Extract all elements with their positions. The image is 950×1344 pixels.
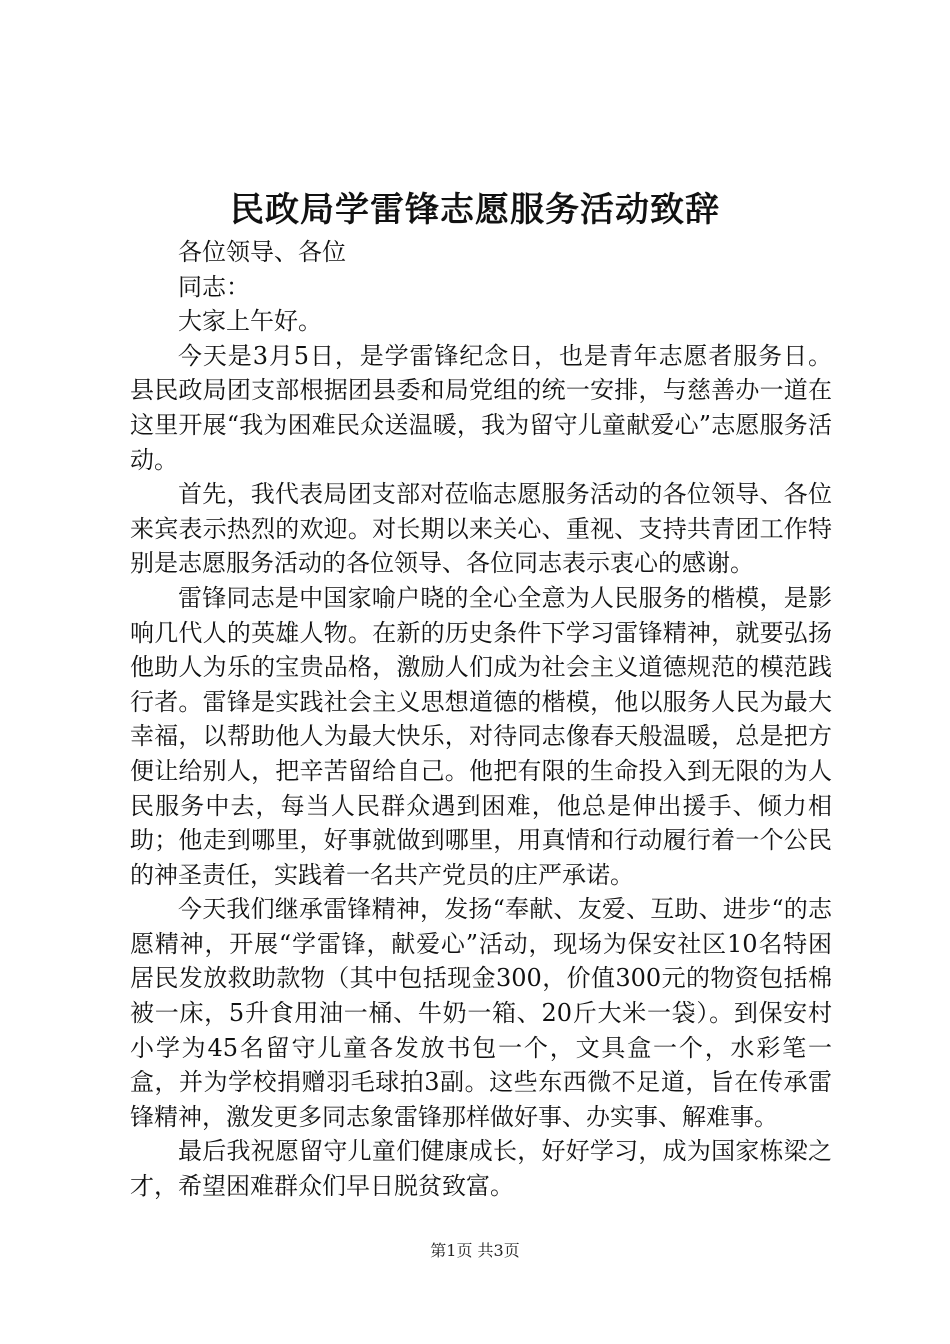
paragraph-greeting-3: 大家上午好。 xyxy=(178,307,322,336)
paragraph-lei-feng: 雷锋同志是中国家喻户晓的全心全意为人民服务的楷模，是影响几代人的英雄人物。在新的历史条件下学习雷锋精神，就要弘扬他助人为乐的宝贵品格，激励人们成为社会主义道德规范的模范践行者。雷锋是实践社会主义思想道德的楷模，他以服务人民为最大幸福，以帮助他人为最大快乐，对待同志像春天般温暖，总是把方便让给别人，把辛苦留给自己。他把有限的生命投入到无限的为人民服务中去，每当人民群众遇到困难，他总是伸出援手、倾力相助；他走到哪里，好事就做到哪里，用真情和行动履行着一个公民的神圣责任，实践着一名共产党员的庄严承诺。 xyxy=(130,583,832,889)
paragraph-activity: 今天我们继承雷锋精神，发扬“奉献、友爱、互助、进步“的志愿精神，开展“学雷锋，献爱心”活动，现场为保安社区10名特困居民发放救助款物（其中包括现金300，价值300元的物资包括棉被一床，5升食用油一桶、牛奶一箱、20斤大米一袋）。到保安村小学为45名留守儿童各发放书包一个，文具盒一个，水彩笔一盒，并为学校捐赠羽毛球拍3副。这些东西微不足道，旨在传承雷锋精神，激发更多同志象雷锋那样做好事、办实事、解难事。 xyxy=(130,895,832,1131)
document-title: 民政局学雷锋志愿服务活动致辞 xyxy=(230,190,720,230)
paragraph-intro: 今天是3月5日，是学雷锋纪念日，也是青年志愿者服务日。县民政局团支部根据团县委和局党组的统一安排，与慈善办一道在这里开展“我为困难民众送温暖，我为留守儿童献爱心”志愿服务活动。 xyxy=(130,341,832,474)
paragraph-greeting-1: 各位领导、各位 xyxy=(178,238,346,266)
paragraph-closing: 最后我祝愿留守儿童们健康成长，好好学习，成为国家栋梁之才，希望困难群众们早日脱贫致富。 xyxy=(130,1137,832,1201)
page-footer: 第1页 共3页 xyxy=(430,1241,520,1260)
document-body xyxy=(130,235,832,1204)
paragraph-greeting-2: 同志： xyxy=(178,272,250,301)
paragraph-welcome: 首先，我代表局团支部对莅临志愿服务活动的各位领导、各位来宾表示热烈的欢迎。对长期以来关心、重视、支持共青团工作特别是志愿服务活动的各位领导、各位同志表示衷心的感谢。 xyxy=(130,480,832,578)
